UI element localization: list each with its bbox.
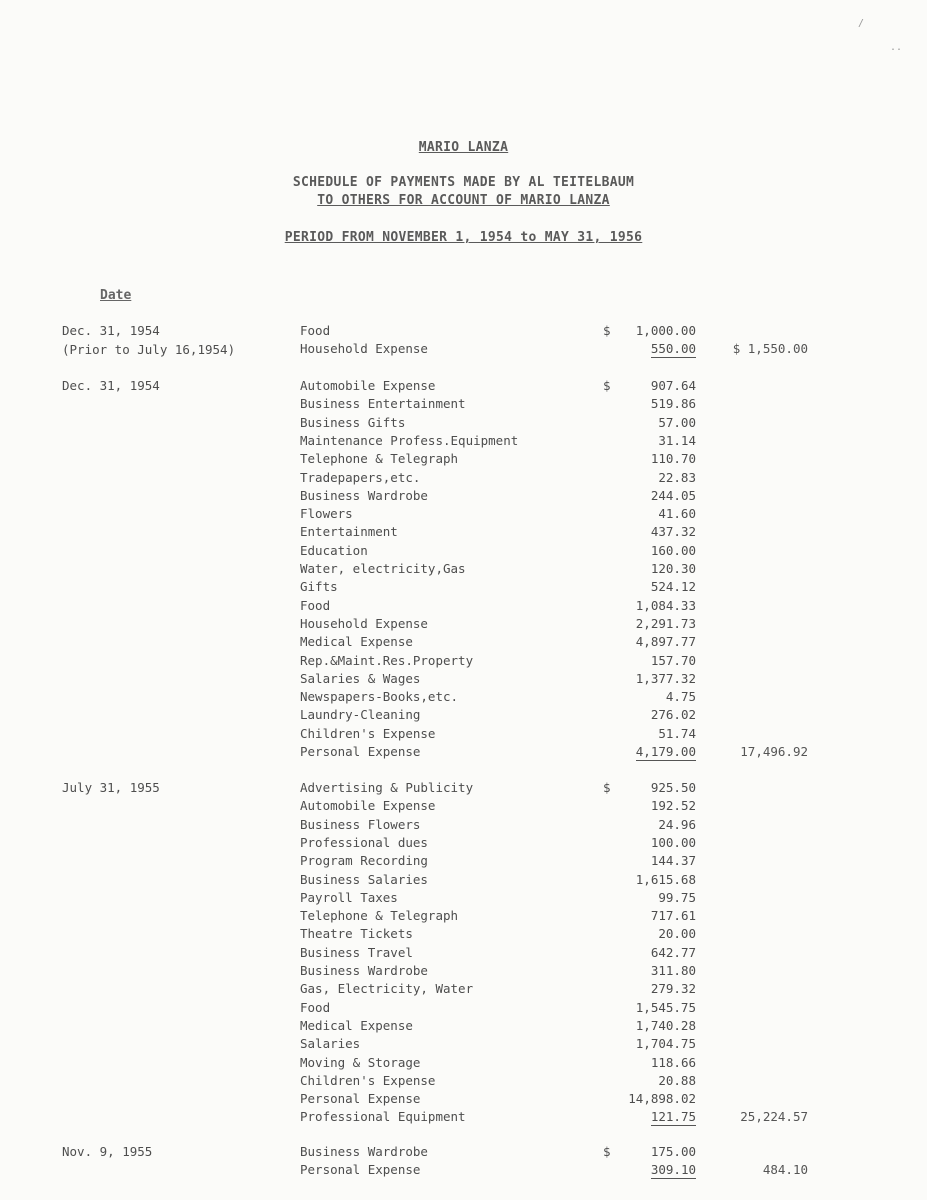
line-item-description: Automobile Expense xyxy=(300,798,436,814)
line-item-description: Professional dues xyxy=(300,834,428,850)
line-item-amount: 160.00 xyxy=(650,542,696,558)
line-item-amount: 110.70 xyxy=(650,451,696,467)
line-item-description: Rep.&Maint.Res.Property xyxy=(300,652,474,668)
line-item xyxy=(300,1161,760,1180)
line-item-description: Business Salaries xyxy=(300,871,428,887)
schedule-title-line1: SCHEDULE OF PAYMENTS MADE BY AL TEITELBAUM xyxy=(292,175,635,190)
line-item-amount: 120.30 xyxy=(650,561,696,576)
line-item-amount: 192.52 xyxy=(650,798,696,814)
line-item-description: Education xyxy=(300,542,368,558)
line-item-amount: 51.74 xyxy=(658,725,696,741)
line-item-description: Tradepapers,etc. xyxy=(300,469,421,485)
line-item-amount: 41.60 xyxy=(658,506,696,522)
line-item xyxy=(300,1054,760,1073)
line-item-amount: 4,897.77 xyxy=(635,634,696,650)
line-item-amount: 642.77 xyxy=(650,944,696,960)
line-item-description: Business Gifts xyxy=(300,414,406,430)
line-item xyxy=(300,615,760,634)
line-item-description: Entertainment xyxy=(300,524,398,540)
line-item-description: Food xyxy=(300,323,331,338)
line-item-amount: 20.88 xyxy=(658,1072,696,1088)
line-item xyxy=(300,980,760,999)
line-item-description: Personal Expense xyxy=(300,744,421,759)
line-item xyxy=(300,889,760,908)
period-line: PERIOD FROM NOVEMBER 1, 1954 to MAY 31, 1956 xyxy=(284,230,643,245)
line-item-description: Theatre Tickets xyxy=(300,926,413,942)
line-item-amount: 1,545.75 xyxy=(635,999,696,1015)
group-date: Dec. 31, 1954 (Prior to July 16,1954) xyxy=(62,323,236,357)
line-item-description: Business Wardrobe xyxy=(300,487,428,503)
line-item xyxy=(300,597,760,616)
line-item-amount: 20.00 xyxy=(658,926,696,942)
line-item xyxy=(300,652,760,671)
dollar-sign: $ xyxy=(603,780,611,795)
line-item xyxy=(300,925,760,944)
line-item xyxy=(300,797,760,816)
date-column-header: Date xyxy=(100,288,132,303)
line-item xyxy=(300,560,760,579)
line-item-amount: 1,084.33 xyxy=(635,597,696,613)
line-item xyxy=(300,834,760,853)
line-item xyxy=(300,852,760,871)
line-item-amount: 519.86 xyxy=(650,396,696,412)
line-item-description: Salaries & Wages xyxy=(300,670,421,686)
schedule-title-line2: TO OTHERS FOR ACCOUNT OF MARIO LANZA xyxy=(317,193,610,208)
line-item xyxy=(300,469,760,488)
group-total: 484.10 xyxy=(762,1162,808,1178)
group-total: 17,496.92 xyxy=(740,744,808,759)
line-item xyxy=(300,871,760,890)
line-item-description: Medical Expense xyxy=(300,1017,413,1033)
line-item xyxy=(300,999,760,1018)
line-item xyxy=(300,670,760,689)
dollar-sign: $ xyxy=(603,1144,611,1159)
line-item-amount: 311.80 xyxy=(650,963,696,978)
line-item-amount: 437.32 xyxy=(650,524,696,540)
line-item xyxy=(300,743,760,762)
line-item xyxy=(300,907,760,926)
line-item xyxy=(300,340,760,359)
line-item xyxy=(300,706,760,725)
line-item-amount: 276.02 xyxy=(650,707,696,723)
line-item-description: Salaries xyxy=(300,1036,361,1052)
line-item-description: Professional Equipment xyxy=(300,1109,466,1125)
line-item xyxy=(300,688,760,707)
line-item-amount: 99.75 xyxy=(658,889,696,905)
line-item xyxy=(300,962,760,981)
line-item xyxy=(300,377,760,396)
line-item xyxy=(300,1143,760,1162)
line-item-description: Household Expense xyxy=(300,341,428,357)
line-item-amount: 1,000.00 xyxy=(635,323,696,338)
line-item-amount: 1,740.28 xyxy=(635,1017,696,1033)
group-date: Dec. 31, 1954 xyxy=(62,378,160,393)
line-item-amount: 1,615.68 xyxy=(635,871,696,887)
line-item-amount: 144.37 xyxy=(650,853,696,869)
line-item xyxy=(300,542,760,561)
line-item-description: Advertising & Publicity xyxy=(300,780,474,795)
line-item xyxy=(300,450,760,469)
line-item xyxy=(300,1090,760,1109)
scan-mark: / xyxy=(858,18,865,29)
line-item-amount: 309.10 xyxy=(650,1162,696,1178)
line-item-description: Newspapers-Books,etc. xyxy=(300,689,459,705)
line-item-description: Payroll Taxes xyxy=(300,889,398,905)
line-item-description: Gas, Electricity, Water xyxy=(300,981,474,997)
line-item-amount: 1,377.32 xyxy=(635,670,696,686)
line-item-description: Food xyxy=(300,597,331,613)
line-item xyxy=(300,395,760,414)
line-item-description: Laundry-Cleaning xyxy=(300,707,421,723)
line-item xyxy=(300,505,760,524)
line-item xyxy=(300,725,760,744)
line-item xyxy=(300,578,760,597)
group-date: July 31, 1955 xyxy=(62,780,160,795)
line-item-description: Flowers xyxy=(300,506,353,522)
line-item xyxy=(300,944,760,963)
line-item xyxy=(300,523,760,542)
line-item xyxy=(300,1035,760,1054)
line-item-description: Business Travel xyxy=(300,944,413,960)
line-item-amount: 717.61 xyxy=(650,908,696,924)
line-item-amount: 244.05 xyxy=(650,487,696,503)
line-item-description: Gifts xyxy=(300,579,338,595)
line-item-description: Medical Expense xyxy=(300,634,413,650)
group-total: 25,224.57 xyxy=(740,1109,808,1125)
line-item xyxy=(300,414,760,433)
line-item-description: Household Expense xyxy=(300,615,428,631)
line-item-description: Business Entertainment xyxy=(300,396,466,412)
line-item-description: Children's Expense xyxy=(300,1072,436,1088)
line-item-description: Children's Expense xyxy=(300,725,436,741)
dollar-sign: $ xyxy=(603,378,611,393)
line-item-amount: 31.14 xyxy=(658,432,696,448)
group-date: Nov. 9, 1955 xyxy=(62,1144,153,1159)
line-item-amount: 4.75 xyxy=(665,689,696,705)
line-item-amount: 157.70 xyxy=(650,652,696,668)
line-item-description: Program Recording xyxy=(300,853,428,869)
line-item-description: Business Wardrobe xyxy=(300,963,428,978)
line-item xyxy=(300,1072,760,1091)
line-item-amount: 175.00 xyxy=(650,1144,696,1159)
line-item-amount: 2,291.73 xyxy=(635,615,696,631)
line-item xyxy=(300,1017,760,1036)
line-item-description: Personal Expense xyxy=(300,1091,421,1107)
line-item xyxy=(300,487,760,506)
line-item-description: Business Flowers xyxy=(300,816,421,832)
line-item xyxy=(300,779,760,798)
line-item-amount: 57.00 xyxy=(658,414,696,430)
line-item-description: Moving & Storage xyxy=(300,1054,421,1070)
line-item-amount: 22.83 xyxy=(658,469,696,485)
line-item xyxy=(300,816,760,835)
line-item-description: Automobile Expense xyxy=(300,378,436,393)
group-total: $ 1,550.00 xyxy=(732,341,808,357)
line-item-amount: 24.96 xyxy=(658,816,696,832)
line-item-amount: 907.64 xyxy=(650,378,696,393)
line-item-amount: 1,704.75 xyxy=(635,1036,696,1052)
line-item-amount: 121.75 xyxy=(650,1109,696,1125)
line-item xyxy=(300,322,760,341)
line-item-amount: 925.50 xyxy=(650,780,696,795)
line-item-description: Telephone & Telegraph xyxy=(300,451,459,467)
line-item xyxy=(300,432,760,451)
line-item-description: Telephone & Telegraph xyxy=(300,908,459,924)
line-item-amount: 4,179.00 xyxy=(635,744,696,759)
line-item-amount: 524.12 xyxy=(650,579,696,595)
scan-mark: .. xyxy=(890,42,903,53)
dollar-sign: $ xyxy=(603,323,611,338)
line-item xyxy=(300,633,760,652)
line-item xyxy=(300,1108,760,1127)
line-item-amount: 14,898.02 xyxy=(628,1091,696,1107)
line-item-description: Personal Expense xyxy=(300,1162,421,1178)
line-item-amount: 550.00 xyxy=(650,341,696,357)
line-item-amount: 118.66 xyxy=(650,1054,696,1070)
line-item-description: Water, electricity,Gas xyxy=(300,561,466,576)
line-item-amount: 100.00 xyxy=(650,834,696,850)
line-item-amount: 279.32 xyxy=(650,981,696,997)
line-item-description: Maintenance Profess.Equipment xyxy=(300,432,519,448)
document-name: MARIO LANZA xyxy=(418,140,509,155)
line-item-description: Business Wardrobe xyxy=(300,1144,428,1159)
line-item-description: Food xyxy=(300,999,331,1015)
